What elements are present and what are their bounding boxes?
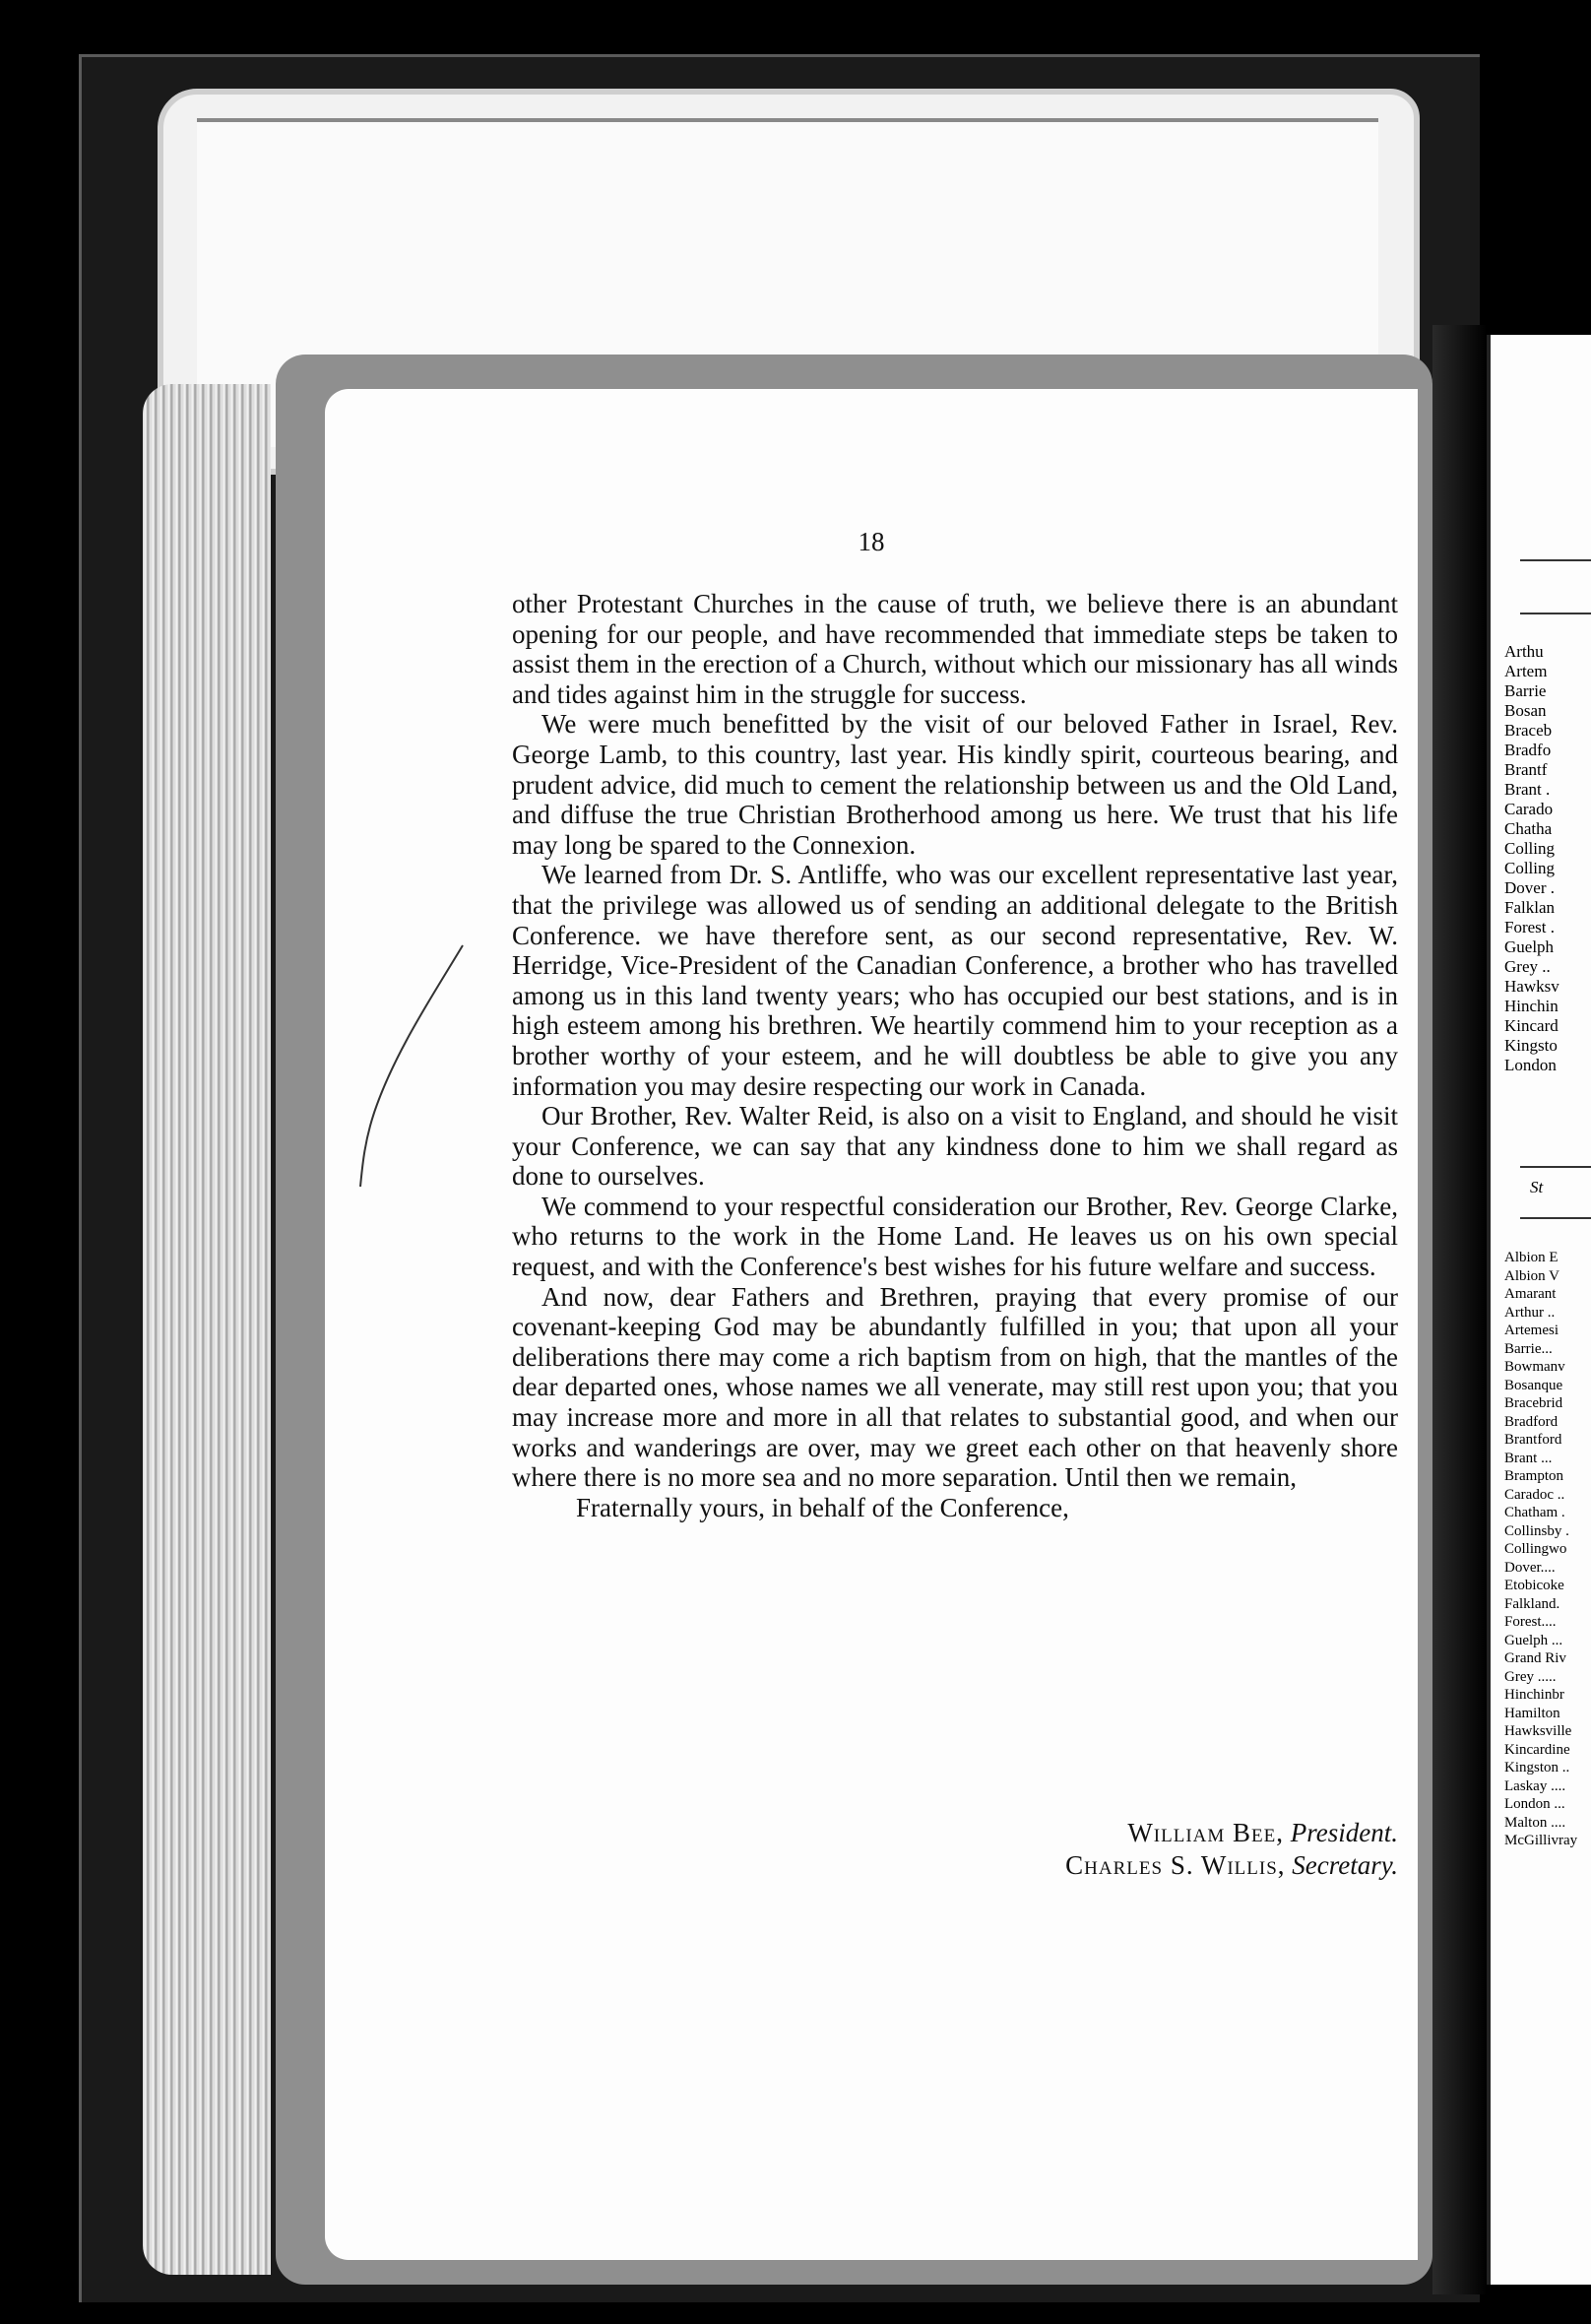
station-list-item: Falkland. bbox=[1504, 1595, 1560, 1612]
station-list-item: Dover . bbox=[1504, 878, 1555, 897]
station-list-item: Bosan bbox=[1504, 701, 1547, 720]
paragraph-4: Our Brother, Rev. Walter Reid, is also on a visit to England, and should he visit your Conference, we can say that any kindness done to him we shall regard as done to ourselves. bbox=[512, 1101, 1398, 1192]
book-gutter bbox=[1432, 325, 1487, 2294]
station-list-top bbox=[1491, 642, 1591, 1075]
station-list-item: Grey ..... bbox=[1504, 1668, 1557, 1685]
station-list-item: Forest.... bbox=[1504, 1614, 1557, 1630]
station-list-item: McGillivray bbox=[1504, 1833, 1578, 1848]
signature-title: Secretary. bbox=[1292, 1850, 1398, 1880]
station-list-item: Bradford bbox=[1504, 1413, 1559, 1430]
station-list-item: Hawksv bbox=[1504, 977, 1559, 996]
station-list-item: Artem bbox=[1504, 662, 1548, 680]
station-list-item: Malton .... bbox=[1504, 1814, 1566, 1831]
station-list-item: Hamilton bbox=[1504, 1705, 1560, 1721]
divider bbox=[1520, 613, 1591, 614]
station-list-item: Barrie... bbox=[1504, 1340, 1553, 1357]
station-list-item: Arthu bbox=[1504, 642, 1544, 661]
station-list-item: Bosanque bbox=[1504, 1377, 1563, 1393]
station-list-item: Brant . bbox=[1504, 780, 1551, 799]
station-list-item: Brampton bbox=[1504, 1468, 1563, 1484]
station-list-item: Brantf bbox=[1504, 760, 1548, 779]
station-list-item: Amarant bbox=[1504, 1286, 1557, 1302]
station-list-item: Hawksville bbox=[1504, 1723, 1572, 1739]
divider bbox=[1520, 1166, 1591, 1168]
station-list-item: Hinchin bbox=[1504, 997, 1559, 1015]
station-list-item: Grey .. bbox=[1504, 957, 1551, 976]
section-heading-fragment: St bbox=[1530, 1178, 1544, 1196]
station-list-item: Hinchinbr bbox=[1504, 1687, 1564, 1703]
station-list-item: Laskay .... bbox=[1504, 1777, 1566, 1794]
station-list-item: Collingwo bbox=[1504, 1541, 1567, 1557]
station-list-item: Kingsto bbox=[1504, 1036, 1558, 1055]
station-list-item: Caradoc .. bbox=[1504, 1486, 1565, 1503]
station-list-item: Artemesi bbox=[1504, 1323, 1559, 1338]
station-list-item: Kingston .. bbox=[1504, 1760, 1570, 1775]
station-list-item: Collinsby . bbox=[1504, 1522, 1569, 1539]
margin-pencil-mark bbox=[354, 936, 473, 1192]
station-list-item: Bracebrid bbox=[1504, 1395, 1563, 1411]
station-list-item: Carado bbox=[1504, 800, 1554, 818]
station-list-item: Colling bbox=[1504, 839, 1556, 858]
station-list-item: Kincard bbox=[1504, 1016, 1559, 1035]
station-list-item: Braceb bbox=[1504, 721, 1553, 740]
signature-secretary bbox=[985, 1849, 1398, 1882]
station-list-item: Colling bbox=[1504, 859, 1556, 877]
signature-block bbox=[985, 1817, 1398, 1882]
page-number: 18 bbox=[858, 527, 885, 556]
station-list-item: Grand Riv bbox=[1504, 1650, 1566, 1666]
station-list-item: Bowmanv bbox=[1504, 1359, 1565, 1375]
station-list-item: London bbox=[1504, 1056, 1557, 1074]
divider bbox=[1520, 1217, 1591, 1219]
letter-body bbox=[512, 589, 1398, 1522]
station-list-item: Barrie bbox=[1504, 681, 1547, 700]
station-list-item: Brant ... bbox=[1504, 1450, 1553, 1466]
signature-name: William Bee, bbox=[1127, 1818, 1285, 1847]
signature-title: President. bbox=[1290, 1818, 1398, 1847]
station-list-item: Guelph ... bbox=[1504, 1632, 1563, 1648]
station-list-item: Chatham . bbox=[1504, 1505, 1565, 1520]
station-list-item: Brantford bbox=[1504, 1432, 1562, 1448]
paragraph-5: We commend to your respectful consideration our Brother, Rev. George Clarke, who returns to the work in the Home Land. He leaves us on his own special request, and with the Conference's best wishes for his future welfare and success. bbox=[512, 1191, 1398, 1282]
closing-line: Fraternally yours, in behalf of the Conference, bbox=[576, 1492, 1069, 1522]
printed-page bbox=[325, 389, 1418, 2260]
paragraph-3: We learned from Dr. S. Antliffe, who was our excellent representative last year, that the privilege was allowed us of sending an additional delegate to the British Conference. we have therefore sent, as our second representative, Rev. W. Herridge, Vice-President of the Canadian Conference, a brother who has travelled among us in this land twenty years; who has occupied our best stations, and is in high esteem among his brethren. We heartily commend him to your reception as a brother worthy of your esteem, and he will doubtless be able to give you any information you may desire respecting our work in Canada. bbox=[512, 860, 1398, 1101]
station-list-item: Kincardine bbox=[1504, 1741, 1570, 1758]
station-list-item: Guelph bbox=[1504, 937, 1555, 956]
station-list-item: Bradfo bbox=[1504, 741, 1552, 759]
station-list-bottom bbox=[1491, 1249, 1591, 1850]
station-list-item: Falklan bbox=[1504, 898, 1555, 917]
page-stack-edges bbox=[143, 384, 271, 2275]
paragraph-2: We were much benefitted by the visit of our beloved Father in Israel, Rev. George Lamb, to this country, last year. His kindly spirit, courteous bearing, and prudent advice, did much to cement the relationship between us and the Old Land, and diffuse the true Christian Brotherhood among us here. We trust that his life may long be spared to the Connexion. bbox=[512, 709, 1398, 860]
station-list-item: Dover.... bbox=[1504, 1559, 1556, 1576]
station-list-item: Albion E bbox=[1504, 1250, 1559, 1265]
station-list-item: Forest . bbox=[1504, 918, 1555, 936]
adjacent-page-fragment bbox=[1487, 335, 1591, 2285]
station-list-item: Etobicoke bbox=[1504, 1578, 1564, 1593]
station-list-item: London ... bbox=[1504, 1796, 1565, 1812]
paragraph-1: other Protestant Churches in the cause of truth, we believe there is an abundant opening for our people, and have recommended that immediate steps be taken to assist them in the erection of a Church, without which our missionary has all winds and tides against him in the struggle for success. bbox=[512, 589, 1398, 709]
station-list-item: Chatha bbox=[1504, 819, 1553, 838]
signature-name: Charles S. Willis, bbox=[1065, 1850, 1286, 1880]
paragraph-6: And now, dear Fathers and Brethren, praying that every promise of our covenant-keeping God may be abundantly fulfilled in you; that upon all your deliberations there may come a rich baptism from on high, that the mantles of the dear departed ones, whose names we all venerate, may still rest upon you; that you may increase more and more in all that relates to substantial good, and when our works and wanderings are over, may we greet each other on that heavenly shore where there is no more sea and no more separation. Until then we remain, bbox=[512, 1281, 1398, 1493]
station-list-item: Albion V bbox=[1504, 1267, 1559, 1284]
station-list-item: Arthur .. bbox=[1504, 1304, 1556, 1321]
divider bbox=[1520, 559, 1591, 561]
signature-president bbox=[985, 1817, 1398, 1849]
